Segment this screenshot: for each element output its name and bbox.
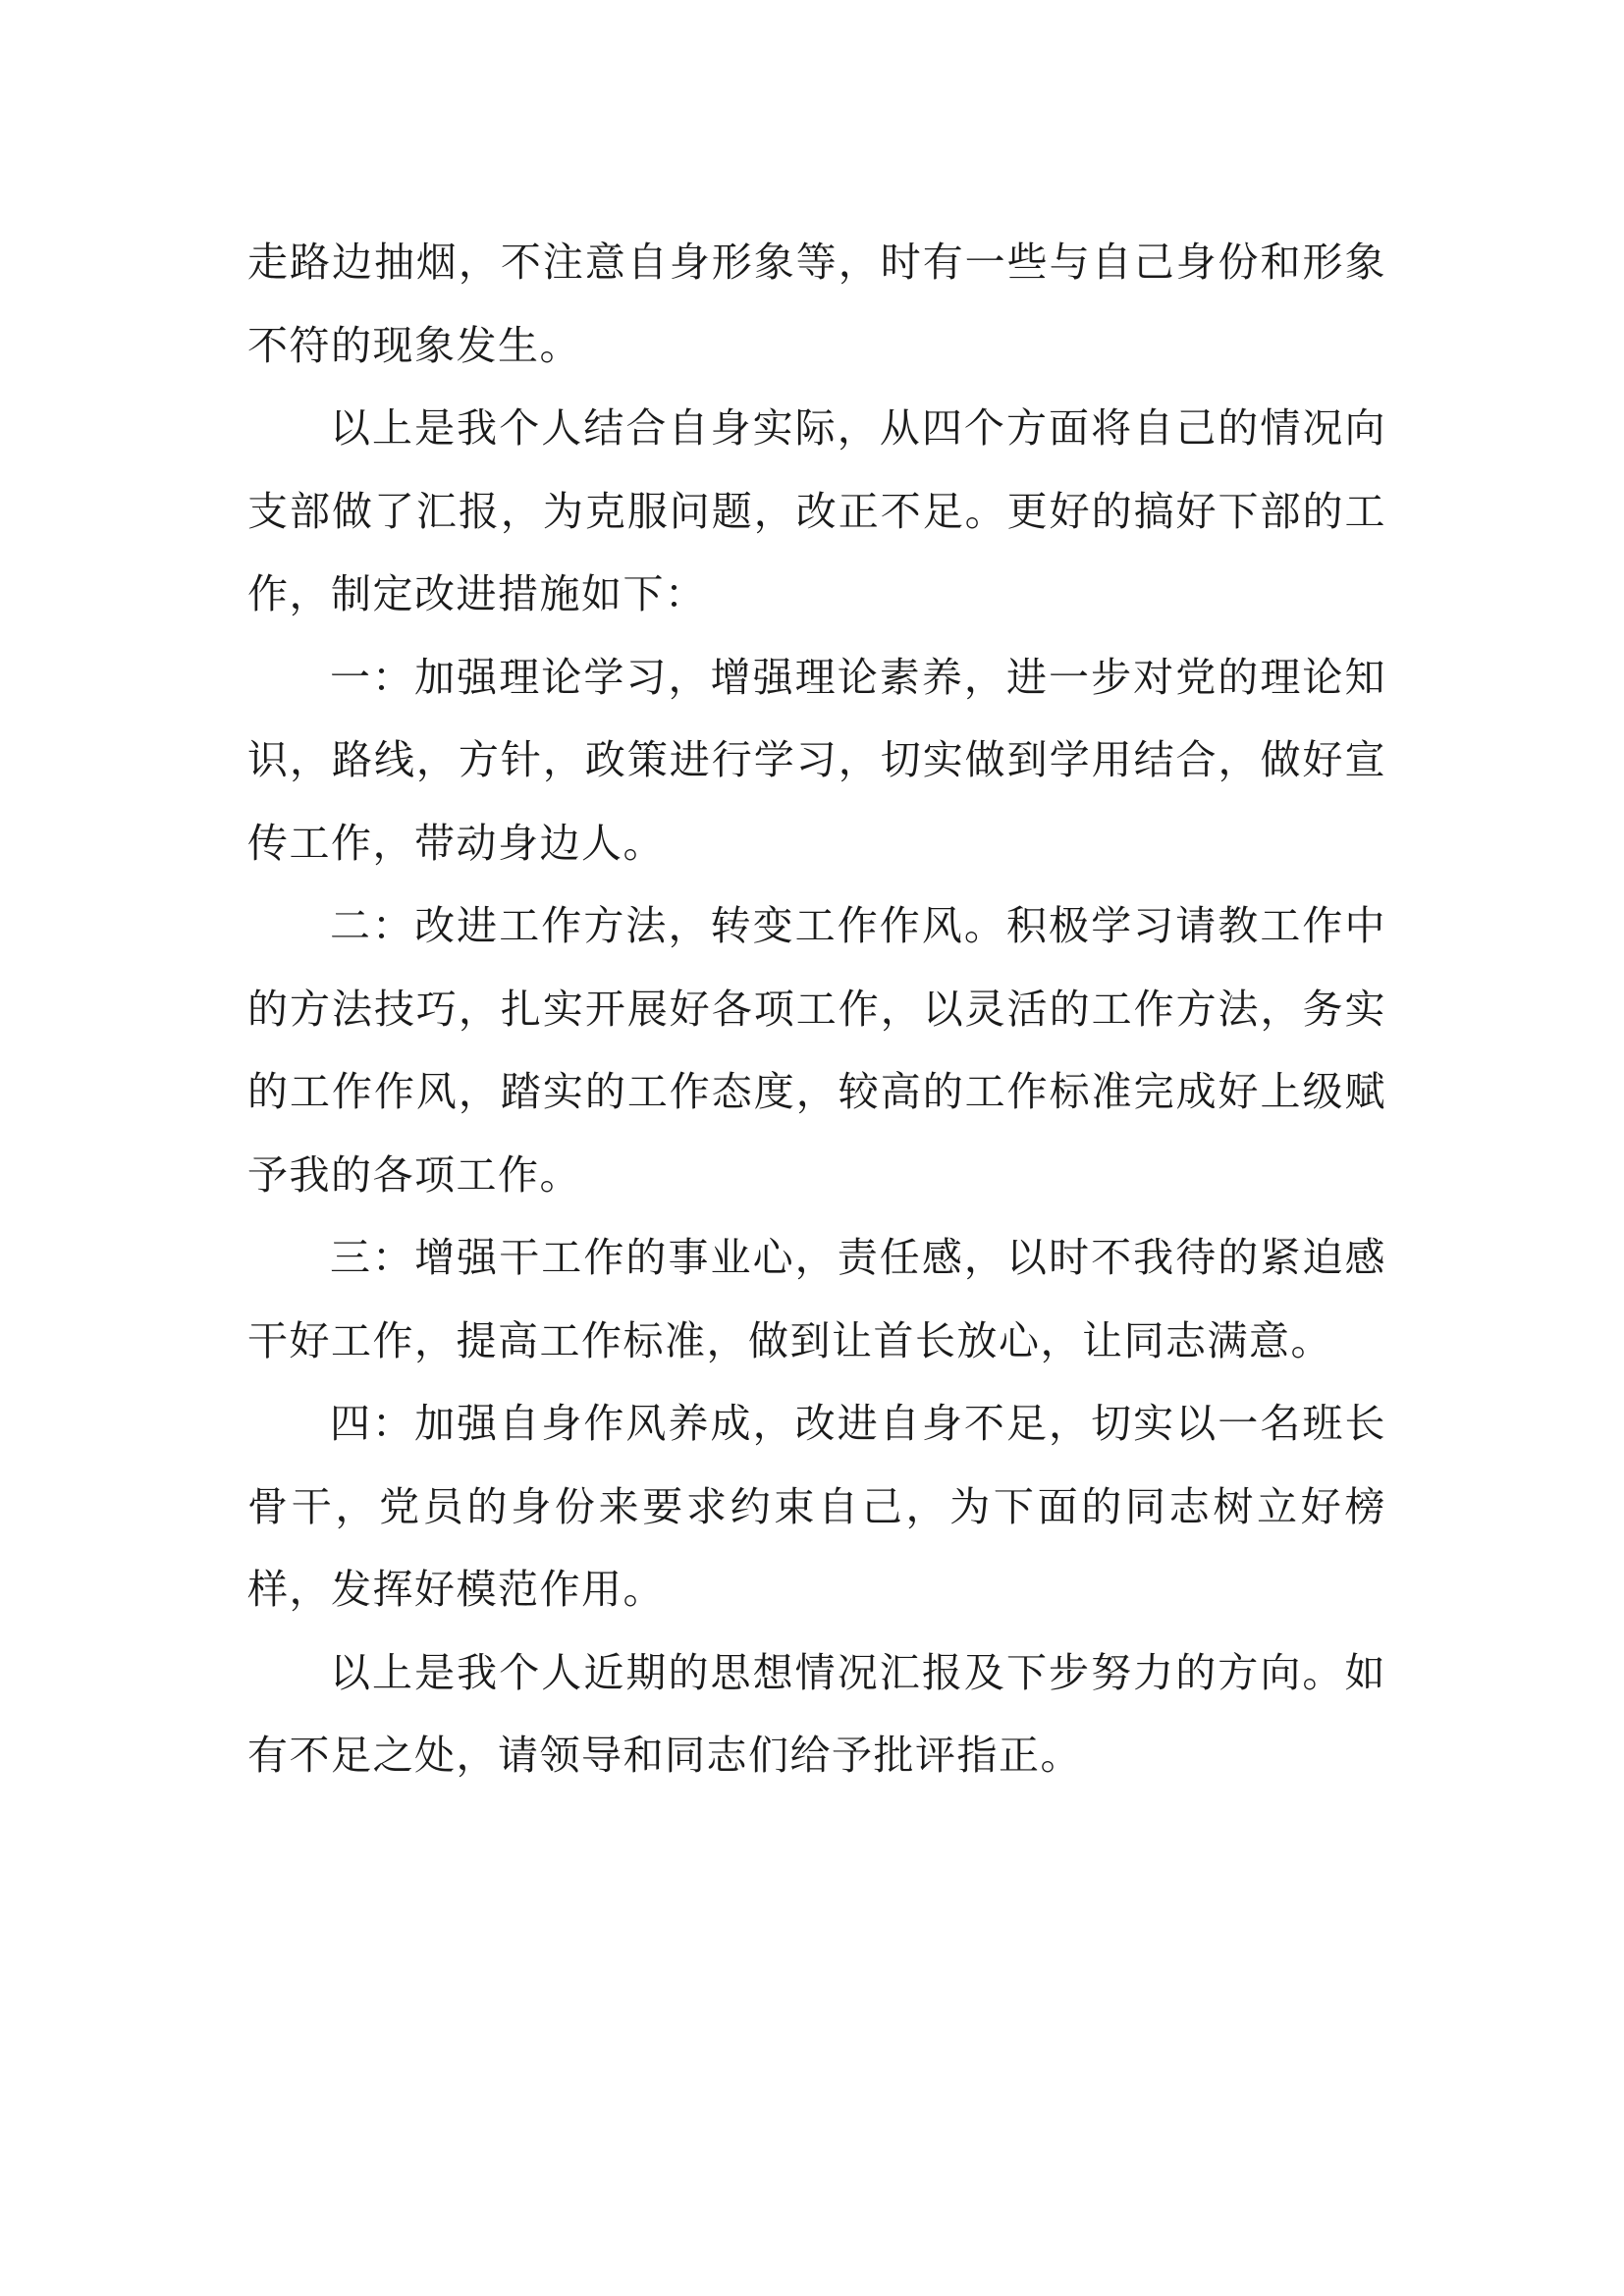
paragraph-summary: 以上是我个人结合自身实际，从四个方面将自己的情况向支部做了汇报，为克服问题，改正不足。更好的搞好下部的工作，制定改进措施如下： bbox=[247, 404, 1386, 617]
paragraph-measure-1: 一：加强理论学习，增强理论素养，进一步对党的理论知识，路线，方针，政策进行学习，切实做到学用结合，做好宣传工作，带动身边人。 bbox=[247, 653, 1386, 867]
paragraph-closing: 以上是我个人近期的思想情况汇报及下步努力的方向。如有不足之处，请领导和同志们给予批评指正。 bbox=[247, 1648, 1386, 1779]
paragraph-measure-4: 四：加强自身作风养成，改进自身不足，切实以一名班长骨干，党员的身份来要求约束自己，为下面的同志树立好榜样，发挥好模范作用。 bbox=[247, 1400, 1386, 1613]
document-body bbox=[247, 221, 1386, 1797]
paragraph-measure-3: 三：增强干工作的事业心，责任感，以时不我待的紧迫感干好工作，提高工作标准，做到让首长放心，让同志满意。 bbox=[247, 1234, 1386, 1364]
paragraph-measure-2: 二：改进工作方法，转变工作作风。积极学习请教工作中的方法技巧，扎实开展好各项工作，以灵活的工作方法，务实的工作作风，踏实的工作态度，较高的工作标准完成好上级赋予我的各项工作。 bbox=[247, 902, 1386, 1199]
paragraph-continuation: 走路边抽烟，不注意自身形象等，时有一些与自己身份和形象不符的现象发生。 bbox=[247, 239, 1386, 369]
